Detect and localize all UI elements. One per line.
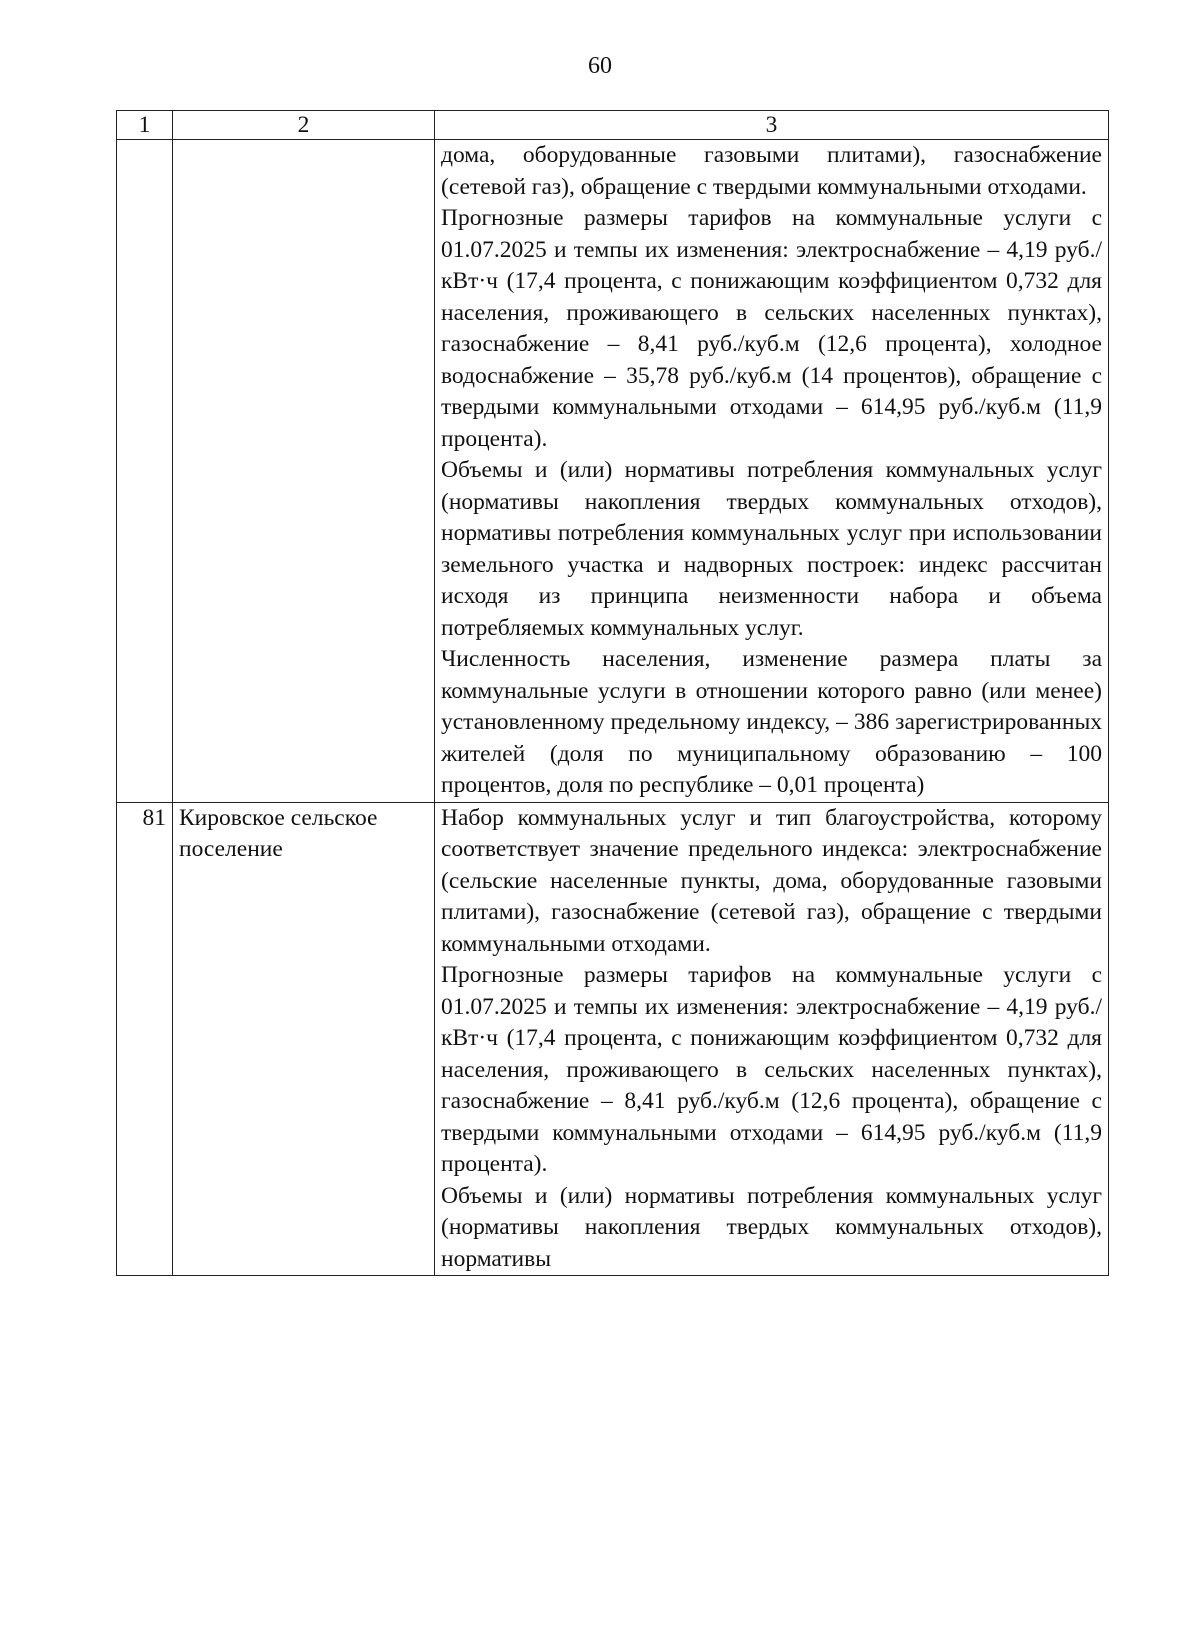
description-paragraph: Объемы и (или) нормативы потребления коммунальных услуг (нормативы накопления твердых коммунальных отходов), нормативы [441, 1182, 1102, 1272]
row-number-cell [117, 140, 173, 803]
description-paragraph: Объемы и (или) нормативы потребления коммунальных услуг (нормативы накопления твердых коммунальных отходов), нормативы потребления коммунальных услуг при использовании земельного участка и надворных построек: индекс рассчитан исходя из принципа неизменности набора и объема потребляемых коммунальных услуг. [441, 457, 1102, 641]
description-paragraph: дома, оборудованные газовыми плитами), газоснабжение (сетевой газ), обращение с твердыми коммунальными отходами. [441, 142, 1102, 200]
column-header-2: 2 [173, 111, 435, 140]
page-number: 60 [588, 53, 612, 79]
column-header-1: 1 [117, 111, 173, 140]
description-paragraph: Численность населения, изменение размера платы за коммунальные услуги в отношении которого равно (или менее) установленному предельному индексу, – 386 зарегистрированных жителей (доля по муниципальному образованию – 100 процентов, доля по республике – 0,01 процента) [441, 646, 1102, 798]
description-paragraph: Прогнозные размеры тарифов на коммунальные услуги с 01.07.2025 и темпы их изменения: электроснабжение – 4,19 руб./кВт·ч (17,4 процента, с понижающим коэффициентом 0,732 для населения, проживающего в сельских населенных пунктах), газоснабжение – 8,41 руб./куб.м (12,6 процента), обращение с твердыми коммунальными отходами – 614,95 руб./куб.м (11,9 процента). [441, 962, 1102, 1177]
tariff-description-cell [435, 140, 1109, 803]
column-header-3: 3 [435, 111, 1109, 140]
municipality-name-cell [173, 140, 435, 803]
row-number-cell: 81 [117, 802, 173, 1276]
table-header-row [117, 111, 1109, 140]
description-paragraph: Набор коммунальных услуг и тип благоустройства, которому соответствует значение предельного индекса: электроснабжение (сельские населенные пункты, дома, оборудованные газовыми плитами), газоснабжение (сетевой газ), обращение с твердыми коммунальными отходами. [441, 804, 1102, 957]
municipality-name-cell: Кировское сельское поселение [173, 802, 435, 1276]
table-row-81 [117, 802, 1109, 1276]
tariff-description-cell [435, 802, 1109, 1276]
description-paragraph: Прогнозные размеры тарифов на коммунальные услуги с 01.07.2025 и темпы их изменения: электроснабжение – 4,19 руб./кВт·ч (17,4 процента, с понижающим коэффициентом 0,732 для населения, проживающего в сельских населенных пунктах), газоснабжение – 8,41 руб./куб.м (12,6 процента), холодное водоснабжение – 35,78 руб./куб.м (14 процентов), обращение с твердыми коммунальными отходами – 614,95 руб./куб.м (11,9 процента). [441, 205, 1102, 452]
municipal-tariff-table [116, 110, 1109, 1276]
table-row-continued [117, 140, 1109, 803]
